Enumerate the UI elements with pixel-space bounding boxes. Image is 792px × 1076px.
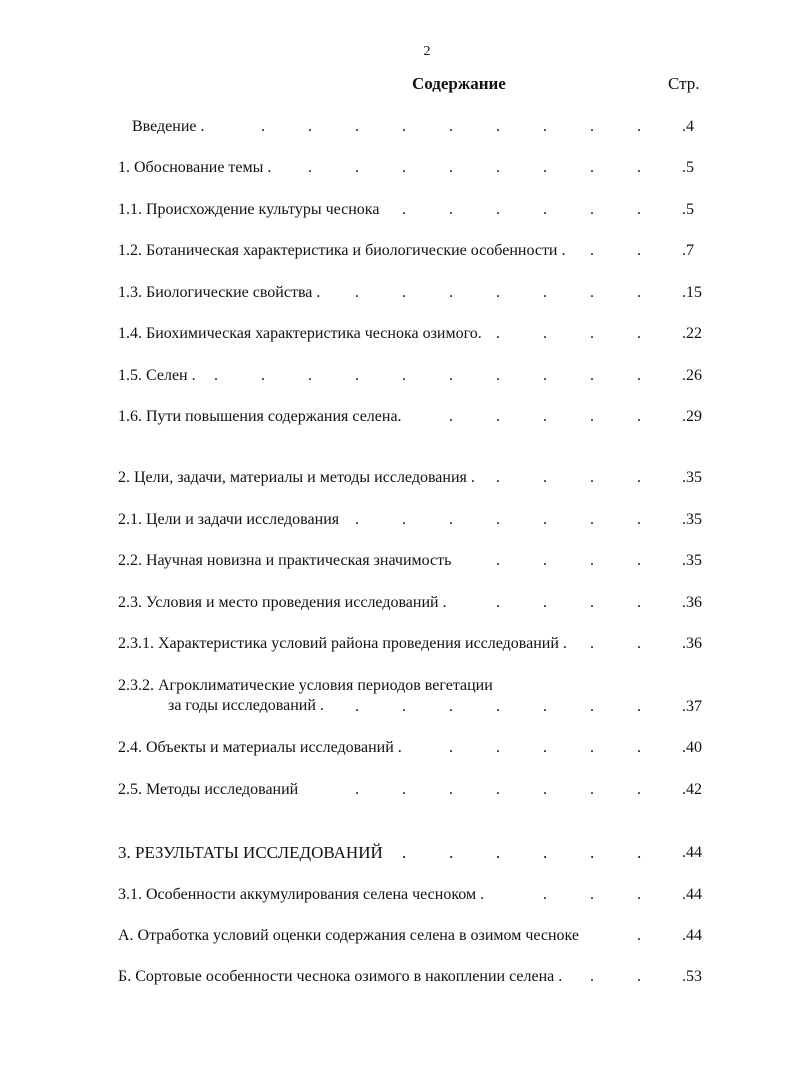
leader-dot: . — [637, 469, 641, 486]
leader-dot: . — [449, 201, 453, 218]
toc-entry — [118, 323, 708, 345]
leader-dot: . — [590, 201, 594, 218]
toc-entry-page: .5 — [682, 159, 694, 176]
leader-dot: . — [449, 781, 453, 798]
leader-dot: . — [543, 284, 547, 301]
leader-dot: . — [496, 843, 501, 862]
dot-leader — [118, 282, 648, 304]
leader-dot: . — [496, 739, 500, 756]
leader-dot: . — [543, 843, 548, 862]
toc-entry-page: .35 — [682, 469, 702, 486]
dot-leader — [118, 323, 648, 345]
leader-dot: . — [449, 511, 453, 528]
leader-dot: . — [590, 325, 594, 342]
leader-dot: . — [355, 118, 359, 135]
leader-dot: . — [590, 739, 594, 756]
leader-dot: . — [308, 367, 312, 384]
dot-leader — [118, 966, 648, 988]
toc-entry-title: 2.4. Объекты и материалы исследований . — [118, 739, 402, 756]
leader-dot: . — [590, 886, 594, 903]
dot-leader — [118, 467, 648, 489]
dot-leader — [118, 240, 648, 262]
leader-dot: . — [590, 635, 594, 652]
leader-dot: . — [637, 843, 642, 862]
leader-dot: . — [590, 159, 594, 176]
dot-leader — [118, 842, 648, 864]
leader-dot: . — [402, 511, 406, 528]
dot-leader — [118, 199, 648, 221]
toc-entry-page: .44 — [682, 886, 702, 903]
toc-entry — [118, 365, 708, 387]
leader-dot: . — [402, 367, 406, 384]
leader-dot: . — [543, 594, 547, 611]
leader-dot: . — [543, 511, 547, 528]
toc-entry-title: 1.1. Происхождение культуры чеснока — [118, 201, 380, 218]
leader-dot: . — [543, 408, 547, 425]
leader-dot: . — [637, 284, 641, 301]
leader-dot: . — [637, 739, 641, 756]
leader-dot: . — [496, 367, 500, 384]
leader-dot: . — [496, 325, 500, 342]
toc-entry — [118, 592, 708, 614]
toc-entry — [132, 116, 708, 138]
leader-dot: . — [355, 698, 359, 715]
leader-dot: . — [402, 843, 407, 862]
dot-leader — [118, 157, 648, 179]
leader-dot: . — [355, 284, 359, 301]
toc-entry-title: 2.2. Научная новизна и практическая значимость — [118, 552, 452, 569]
toc-entry-page: .4 — [682, 118, 694, 135]
leader-dot: . — [590, 367, 594, 384]
toc-entry — [118, 282, 708, 304]
page-number: 2 — [423, 44, 431, 59]
leader-dot: . — [402, 159, 406, 176]
leader-dot: . — [496, 511, 500, 528]
toc-entry-page: .5 — [682, 201, 694, 218]
leader-dot: . — [637, 635, 641, 652]
leader-dot: . — [496, 118, 500, 135]
dot-leader — [118, 592, 648, 614]
leader-dot: . — [496, 698, 500, 715]
leader-dot: . — [308, 159, 312, 176]
leader-dot: . — [449, 408, 453, 425]
leader-dot: . — [543, 552, 547, 569]
leader-dot: . — [637, 511, 641, 528]
leader-dot: . — [449, 284, 453, 301]
toc-entry-page: .35 — [682, 511, 702, 528]
leader-dot: . — [637, 698, 641, 715]
leader-dot: . — [261, 367, 265, 384]
dot-leader — [118, 406, 648, 428]
toc-entry-title: Б. Сортовые особенности чеснока озимого в накоплении селена . — [118, 968, 563, 985]
dot-leader — [118, 633, 648, 655]
leader-dot: . — [355, 781, 359, 798]
leader-dot: . — [637, 325, 641, 342]
dot-leader — [118, 779, 648, 801]
leader-dot: . — [637, 242, 641, 259]
leader-dot: . — [637, 367, 641, 384]
toc-entry-page: .36 — [682, 635, 702, 652]
leader-dot: . — [355, 511, 359, 528]
toc-entry-title: 2.5. Методы исследований — [118, 781, 299, 798]
toc-entry-page: .40 — [682, 739, 702, 756]
toc-entry-title: 1.4. Биохимическая характеристика чеснока озимого. — [118, 325, 482, 342]
leader-dot: . — [637, 159, 641, 176]
toc-entry — [118, 406, 708, 428]
leader-dot: . — [590, 552, 594, 569]
toc-entry-page: .26 — [682, 367, 702, 384]
toc-entry-page: .44 — [682, 927, 702, 944]
toc-entry-page: .42 — [682, 781, 702, 798]
leader-dot: . — [590, 469, 594, 486]
toc-entry-title: 2.1. Цели и задачи исследования — [118, 511, 340, 528]
leader-dot: . — [637, 968, 641, 985]
toc-entry-page: .15 — [682, 284, 702, 301]
leader-dot: . — [496, 408, 500, 425]
leader-dot: . — [543, 201, 547, 218]
toc-entry — [118, 550, 708, 572]
leader-dot: . — [590, 284, 594, 301]
leader-dot: . — [355, 367, 359, 384]
dot-leader — [118, 696, 648, 718]
leader-dot: . — [496, 284, 500, 301]
leader-dot: . — [496, 552, 500, 569]
dot-leader — [118, 925, 648, 947]
leader-dot: . — [590, 781, 594, 798]
toc-entry-title: 2.3. Условия и место проведения исследований . — [118, 594, 447, 611]
leader-dot: . — [402, 201, 406, 218]
leader-dot: . — [449, 698, 453, 715]
leader-dot: . — [590, 968, 594, 985]
leader-dot: . — [355, 159, 359, 176]
toc-entry-title: 1.2. Ботаническая характеристика и биологические особенности . — [118, 242, 566, 259]
leader-dot: . — [449, 367, 453, 384]
leader-dot: . — [590, 118, 594, 135]
dot-leader — [118, 365, 648, 387]
leader-dot: . — [496, 159, 500, 176]
leader-dot: . — [449, 843, 454, 862]
toc-entry-page: .36 — [682, 594, 702, 611]
dot-leader — [118, 737, 648, 759]
toc-entry — [118, 509, 708, 531]
toc-entry — [118, 199, 708, 221]
page-column-label: Стр. — [668, 74, 700, 93]
leader-dot: . — [543, 886, 547, 903]
leader-dot: . — [590, 408, 594, 425]
toc-entry-title: 3.1. Особенности аккумулирования селена чесноком . — [118, 886, 485, 903]
leader-dot: . — [402, 781, 406, 798]
leader-dot: . — [637, 552, 641, 569]
leader-dot: . — [590, 242, 594, 259]
toc-entry-title: А. Отработка условий оценки содержания селена в озимом чесноке — [118, 927, 580, 944]
toc-entry — [118, 157, 708, 179]
leader-dot: . — [590, 511, 594, 528]
leader-dot: . — [402, 118, 406, 135]
leader-dot: . — [637, 886, 641, 903]
leader-dot: . — [637, 118, 641, 135]
toc-entry — [118, 467, 708, 489]
toc-entry-title: Введение . — [132, 118, 205, 135]
leader-dot: . — [590, 594, 594, 611]
leader-dot: . — [590, 843, 595, 862]
toc-entry-title: 2.3.1. Характеристика условий района проведения исследований . — [118, 635, 567, 652]
toc-entry-page: .44 — [682, 844, 702, 861]
toc-entry-title: 1.3. Биологические свойства . — [118, 284, 321, 301]
leader-dot: . — [449, 159, 453, 176]
leader-dot: . — [637, 408, 641, 425]
dot-leader — [118, 550, 648, 572]
leader-dot: . — [214, 367, 218, 384]
leader-dot: . — [543, 118, 547, 135]
toc-entry-title: 3. РЕЗУЛЬТАТЫ ИССЛЕДОВАНИЙ — [118, 843, 383, 862]
dot-leader — [118, 509, 648, 531]
leader-dot: . — [261, 118, 265, 135]
leader-dot: . — [496, 201, 500, 218]
leader-dot: . — [402, 698, 406, 715]
leader-dot: . — [308, 118, 312, 135]
dot-leader — [132, 116, 648, 138]
leader-dot: . — [637, 594, 641, 611]
toc-entry-page: .7 — [682, 242, 694, 259]
toc-entry — [118, 779, 708, 801]
leader-dot: . — [543, 325, 547, 342]
leader-dot: . — [543, 469, 547, 486]
toc-entry — [118, 633, 708, 655]
toc-entry — [118, 884, 708, 906]
leader-dot: . — [449, 118, 453, 135]
toc-entry — [118, 966, 708, 988]
toc-entry-title: 1. Обоснование темы . — [118, 159, 272, 176]
leader-dot: . — [543, 367, 547, 384]
leader-dot: . — [637, 201, 641, 218]
toc-entry-page: .35 — [682, 552, 702, 569]
leader-dot: . — [590, 698, 594, 715]
toc-entry-page: .29 — [682, 408, 702, 425]
leader-dot: . — [637, 927, 641, 944]
toc-entry-page: .53 — [682, 968, 702, 985]
leader-dot: . — [402, 284, 406, 301]
leader-dot: . — [543, 781, 547, 798]
leader-dot: . — [496, 781, 500, 798]
toc-entry — [118, 676, 708, 718]
toc-entry-title: 1.6. Пути повышения содержания селена. — [118, 408, 402, 425]
leader-dot: . — [543, 739, 547, 756]
leader-dot: . — [496, 594, 500, 611]
leader-dot: . — [449, 739, 453, 756]
toc-entry — [118, 240, 708, 262]
toc-title: Содержание — [412, 74, 506, 93]
toc-entry-title-line2: за годы исследований . — [168, 697, 324, 714]
toc-entry-page: .37 — [682, 698, 702, 715]
toc-entry-page: .22 — [682, 325, 702, 342]
toc-entry-title: 2. Цели, задачи, материалы и методы исследования . — [118, 469, 475, 486]
toc-entry — [118, 737, 708, 759]
leader-dot: . — [543, 698, 547, 715]
leader-dot: . — [543, 159, 547, 176]
leader-dot: . — [637, 781, 641, 798]
toc-entry — [118, 925, 708, 947]
dot-leader — [118, 884, 648, 906]
toc-entry — [118, 842, 708, 864]
leader-dot: . — [496, 469, 500, 486]
toc-entry-title-line1: 2.3.2. Агроклиматические условия периодов вегетации — [118, 677, 493, 694]
toc-entry-title: 1.5. Селен . — [118, 367, 196, 384]
